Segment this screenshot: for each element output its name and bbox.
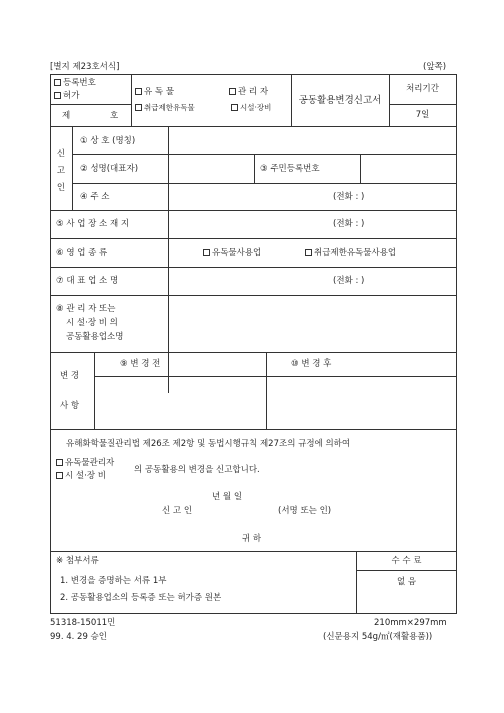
attachment-item-2: 2. 공동활용업소의 등록증 또는 허가증 원본 bbox=[60, 593, 222, 603]
approval-date: 99. 4. 29 승인 bbox=[50, 632, 107, 642]
poison-use-label: 유독물사용업 bbox=[212, 248, 262, 258]
poison-option[interactable] bbox=[135, 88, 174, 97]
signer-label: 신 고 인 bbox=[162, 506, 193, 516]
facility-equipment-label: 시 설·장 비 bbox=[65, 471, 106, 481]
applicant-side-label: 신 고 인 bbox=[56, 149, 66, 193]
form-number: [별지 제23호서식] bbox=[50, 62, 120, 72]
checkbox-icon bbox=[135, 104, 142, 111]
restricted-use-option[interactable] bbox=[305, 249, 396, 258]
poison-manager-label: 유독물관리자 bbox=[65, 458, 115, 468]
recipient-label: 귀 하 bbox=[242, 534, 262, 544]
checkbox-icon bbox=[229, 88, 236, 95]
poison-manager-option[interactable] bbox=[56, 459, 114, 468]
checkbox-icon bbox=[54, 92, 61, 99]
registration-label: 등록번호 bbox=[63, 78, 96, 88]
document-title: 공동활용변경신고서 bbox=[298, 95, 382, 106]
facility-option[interactable] bbox=[231, 104, 271, 112]
law-reference: 유해화학물질관리법 제26조 제2항 및 동법시행규칙 제27조의 규정에 의하여 bbox=[66, 439, 351, 449]
common-use-label: ⑧ 관 리 자 또는 시 설·장 비 의 공동활용업소명 bbox=[56, 304, 124, 342]
registration-option[interactable] bbox=[54, 79, 96, 88]
checkbox-icon bbox=[54, 79, 61, 86]
processing-period-value: 7일 bbox=[415, 110, 430, 120]
ho-label: 호 bbox=[110, 111, 119, 121]
fee-value: 없 음 bbox=[396, 577, 417, 587]
before-change-header: ⑨ 변 경 전 bbox=[120, 359, 161, 369]
change-label-2: 사 항 bbox=[60, 401, 80, 411]
processing-period-label: 처리기간 bbox=[406, 84, 439, 94]
site-phone: (전화 : ) bbox=[333, 219, 365, 229]
attachments-title: ※ 첨부서류 bbox=[56, 556, 99, 566]
fee-label: 수 수 료 bbox=[391, 556, 422, 566]
page-side-label: (앞쪽) bbox=[423, 62, 447, 72]
checkbox-icon bbox=[56, 459, 63, 466]
permit-option[interactable] bbox=[54, 92, 79, 101]
change-label-1: 변 경 bbox=[60, 371, 80, 381]
je-label: 제 bbox=[62, 111, 71, 121]
business-type-label: ⑥ 영 업 종 류 bbox=[56, 248, 108, 258]
checkbox-icon bbox=[305, 249, 312, 256]
address-phone: (전화 : ) bbox=[333, 192, 365, 202]
business-name-field[interactable] bbox=[169, 127, 456, 154]
declaration-statement: 의 공동활용의 변경을 신고합니다. bbox=[134, 465, 260, 475]
attachment-item-1: 1. 변경을 증명하는 서류 1부 bbox=[60, 576, 167, 586]
restricted-option[interactable] bbox=[135, 104, 195, 112]
site-location-label: ⑤ 사 업 장 소 재 지 bbox=[56, 219, 130, 229]
resident-number-label: ③ 주민등록번호 bbox=[260, 164, 320, 174]
representative-office-label: ⑦ 대 표 업 소 명 bbox=[56, 276, 119, 286]
before-change-field[interactable] bbox=[95, 377, 266, 429]
poison-use-option[interactable] bbox=[203, 249, 261, 258]
representative-label: ② 성명(대표자) bbox=[80, 164, 139, 174]
checkbox-icon bbox=[231, 104, 238, 111]
after-change-field[interactable] bbox=[267, 377, 456, 429]
restricted-label: 취급제한유독물 bbox=[144, 103, 195, 112]
paper-spec: (신문용지 54g/㎡(재활용품)) bbox=[323, 632, 433, 642]
paper-size: 210mm×297mm bbox=[374, 618, 447, 628]
office-phone: (전화 : ) bbox=[333, 276, 365, 286]
permit-label: 허가 bbox=[63, 91, 80, 101]
manager-label: 관 리 자 bbox=[238, 87, 269, 97]
business-name-label: ① 상 호 (명칭) bbox=[80, 136, 136, 146]
facility-label: 시설·장비 bbox=[240, 103, 272, 112]
form-code: 51318-15011민 bbox=[50, 618, 116, 628]
manager-option[interactable] bbox=[229, 88, 268, 97]
resident-number-field[interactable] bbox=[361, 155, 456, 183]
restricted-use-label: 취급제한유독물사용업 bbox=[314, 248, 397, 258]
declaration-date: 년 월 일 bbox=[212, 492, 243, 502]
after-change-header: ⑩ 변 경 후 bbox=[291, 359, 332, 369]
address-label: ④ 주 소 bbox=[80, 192, 110, 202]
poison-label: 유 독 물 bbox=[144, 87, 175, 97]
checkbox-icon bbox=[56, 472, 63, 479]
representative-field[interactable] bbox=[169, 155, 254, 183]
facility-equipment-option[interactable] bbox=[56, 472, 106, 481]
checkbox-icon bbox=[135, 88, 142, 95]
signature-note: (서명 또는 인) bbox=[278, 506, 332, 516]
checkbox-icon bbox=[203, 249, 210, 256]
